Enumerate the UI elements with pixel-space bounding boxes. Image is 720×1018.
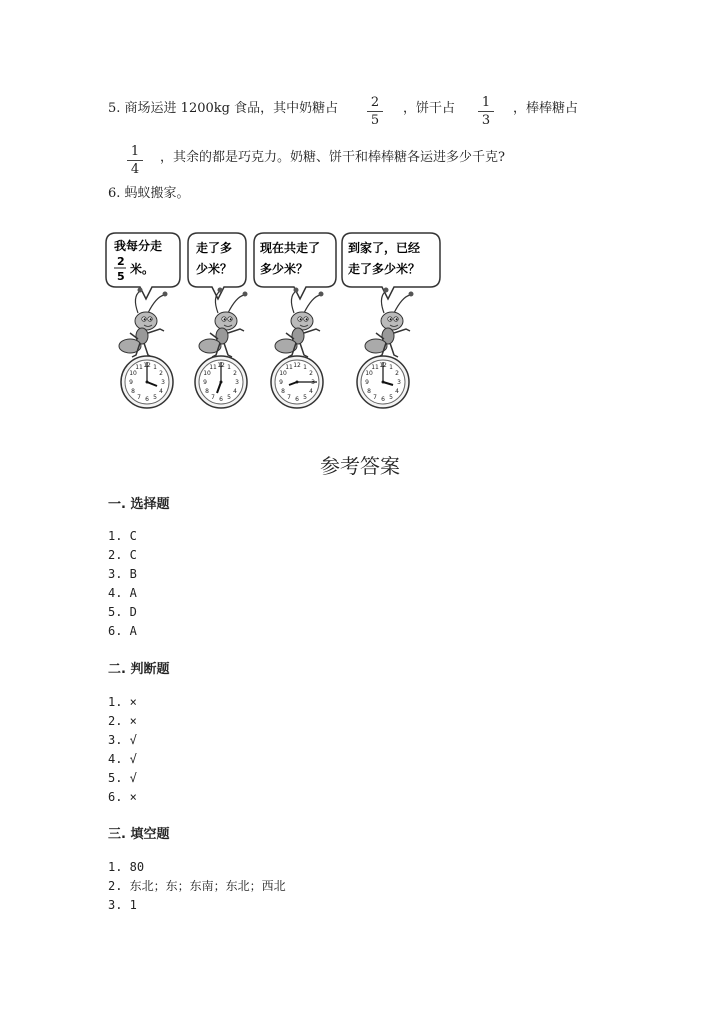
- answer-item: 6. A: [108, 624, 137, 638]
- fraction-denominator: 5: [370, 113, 380, 128]
- fraction-numerator: 2: [370, 95, 380, 110]
- answer-item: 4. A: [108, 586, 137, 600]
- answers-title: 参考答案: [320, 454, 400, 478]
- bubble-3-line1: 现在共走了: [260, 241, 321, 255]
- answer-item: 4. √: [108, 752, 137, 766]
- clock-1: [121, 356, 173, 408]
- section-answers-fill-blank: [108, 858, 286, 915]
- fraction-bar: [367, 111, 383, 112]
- q5-text-part4: ，其余的都是巧克力。奶糖、饼干和棒棒糖各运进多少千克?: [160, 150, 505, 165]
- clock-4: [357, 356, 409, 408]
- speech-bubble-1: [106, 233, 180, 299]
- answer-item: 5. √: [108, 771, 137, 785]
- ant-moving-illustration: 我每分走 2 5 米。 走了多 少米？ 现在共走了 多少米？ 到家了，已经 走了多少米？ 12369 12 781011: [100, 225, 450, 415]
- speech-bubble-2: [188, 233, 246, 299]
- fraction-numerator: 1: [130, 144, 140, 159]
- bubble-2-line1: 走了多: [196, 241, 233, 255]
- q5-fraction-candy: [365, 95, 385, 128]
- section-heading-judgement: 二. 判断题: [108, 662, 170, 677]
- fraction-denominator: 4: [130, 162, 140, 177]
- bubble-3-line2: 多少米？: [260, 262, 309, 276]
- clock-2: [195, 356, 247, 408]
- q5-text-part1: 5. 商场运进 1200kg 食品，其中奶糖占: [108, 101, 339, 116]
- answer-item: 3. √: [108, 733, 137, 747]
- q5-fraction-biscuit: [476, 95, 496, 128]
- bubble-1-frac-den: 5: [117, 270, 125, 283]
- answer-item: 6. ×: [108, 790, 137, 804]
- q6-text: 6. 蚂蚁搬家。: [108, 186, 190, 201]
- q5-fraction-lollipop: [125, 144, 145, 177]
- bubble-4-line2: 走了多少米？: [348, 262, 421, 276]
- answer-item: 1. C: [108, 529, 137, 543]
- ant-1: [119, 288, 168, 358]
- answer-item: 3. B: [108, 567, 137, 581]
- ant-2: [199, 288, 248, 358]
- section-heading-choice: 一. 选择题: [108, 497, 170, 512]
- section-heading-fill-blank: 三. 填空题: [108, 827, 170, 842]
- bubble-1-line1: 我每分走: [114, 239, 163, 253]
- answer-item: 1. 80: [108, 860, 145, 874]
- clock-3: [271, 356, 323, 408]
- bubble-1-line2: 米。: [130, 262, 155, 276]
- fraction-denominator: 3: [481, 113, 491, 128]
- q5-text-part2: ，饼干占: [403, 101, 456, 116]
- answer-item: 2. ×: [108, 714, 137, 728]
- answer-item: 3. 1: [108, 898, 137, 912]
- speech-bubble-4: [342, 233, 440, 299]
- section-answers-choice: [108, 527, 137, 641]
- fraction-bar: [478, 111, 494, 112]
- section-answers-judgement: [108, 693, 137, 807]
- bubble-4-line1: 到家了，已经: [348, 241, 421, 255]
- q5-text-part3: ，棒棒糖占: [513, 101, 579, 116]
- bubble-2-line2: 少米？: [196, 262, 233, 276]
- fraction-numerator: 1: [481, 95, 491, 110]
- answer-item: 2. 东北；东；东南；东北；西北: [108, 879, 286, 893]
- fraction-bar: [127, 160, 143, 161]
- answer-item: 5. D: [108, 605, 137, 619]
- answer-item: 1. ×: [108, 695, 137, 709]
- bubble-1-frac-num: 2: [117, 255, 125, 268]
- answer-item: 2. C: [108, 548, 137, 562]
